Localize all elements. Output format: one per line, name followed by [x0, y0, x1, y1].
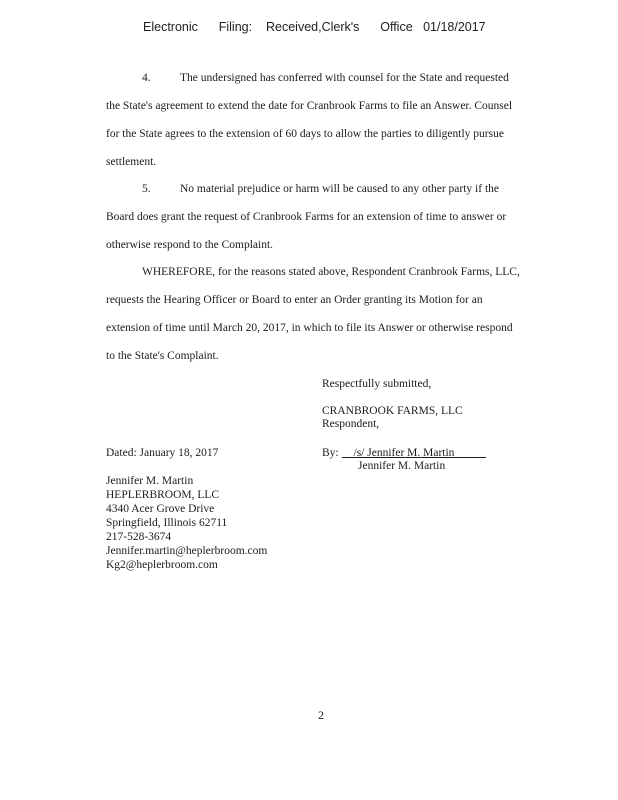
paragraph-line: requests the Hearing Officer or Board to enter an Order granting its Motion for an: [106, 294, 483, 306]
contact-email-secondary[interactable]: Kg2@heplerbroom.com: [106, 559, 218, 571]
stamp-date: 01/18/2017: [423, 20, 486, 34]
paragraph-line: for the State agrees to the extension of 60 days to allow the parties to diligently pursue: [106, 128, 504, 140]
paragraph-line: the State's agreement to extend the date for Cranbrook Farms to file an Answer. Counsel: [106, 100, 513, 112]
paragraph-line: extension of time until March 20, 2017, in which to file its Answer or otherwise respond: [106, 322, 513, 334]
contact-address: 4340 Acer Grove Drive: [106, 503, 215, 515]
paragraph-line: otherwise respond to the Complaint.: [106, 239, 274, 251]
paragraph-line: settlement.: [106, 156, 157, 168]
stamp-received: Received,Clerk's: [265, 20, 360, 34]
contact-email[interactable]: Jennifer.martin@heplerbroom.com: [106, 545, 268, 557]
contact-firm: HEPLERBROOM, LLC: [106, 489, 220, 501]
page-number: 2: [318, 708, 324, 722]
paragraph-line: Board does grant the request of Cranbrook Farms for an extension of time to answer or: [106, 211, 507, 223]
company-name: CRANBROOK FARMS, LLC: [322, 405, 463, 417]
paragraph-number: 4.: [142, 72, 151, 84]
stamp-office: Office: [380, 20, 413, 34]
closing-text: Respectfully submitted,: [322, 378, 432, 390]
filing-stamp: [143, 20, 486, 34]
contact-name: Jennifer M. Martin: [106, 475, 194, 487]
electronic-signature: /s/ Jennifer M. Martin: [353, 447, 455, 459]
signature-line: [342, 447, 504, 459]
role-text: Respondent,: [322, 418, 380, 430]
contact-phone: 217-528-3674: [106, 531, 172, 543]
paragraph-line: No material prejudice or harm will be caused to any other party if the: [180, 183, 500, 195]
paragraph-number: 5.: [142, 183, 151, 195]
paragraph-line: to the State's Complaint.: [106, 350, 219, 362]
stamp-filing: Filing:: [218, 20, 253, 34]
by-label: By:: [322, 447, 339, 459]
dated-text: Dated: January 18, 2017: [106, 447, 219, 459]
stamp-electronic: Electronic: [143, 20, 198, 34]
paragraph-line: WHEREFORE, for the reasons stated above, Respondent Cranbrook Farms, LLC,: [142, 266, 520, 278]
paragraph-line: The undersigned has conferred with counsel for the State and requested: [180, 72, 509, 84]
signer-name: Jennifer M. Martin: [358, 460, 446, 472]
contact-city: Springfield, Illinois 62711: [106, 517, 228, 529]
